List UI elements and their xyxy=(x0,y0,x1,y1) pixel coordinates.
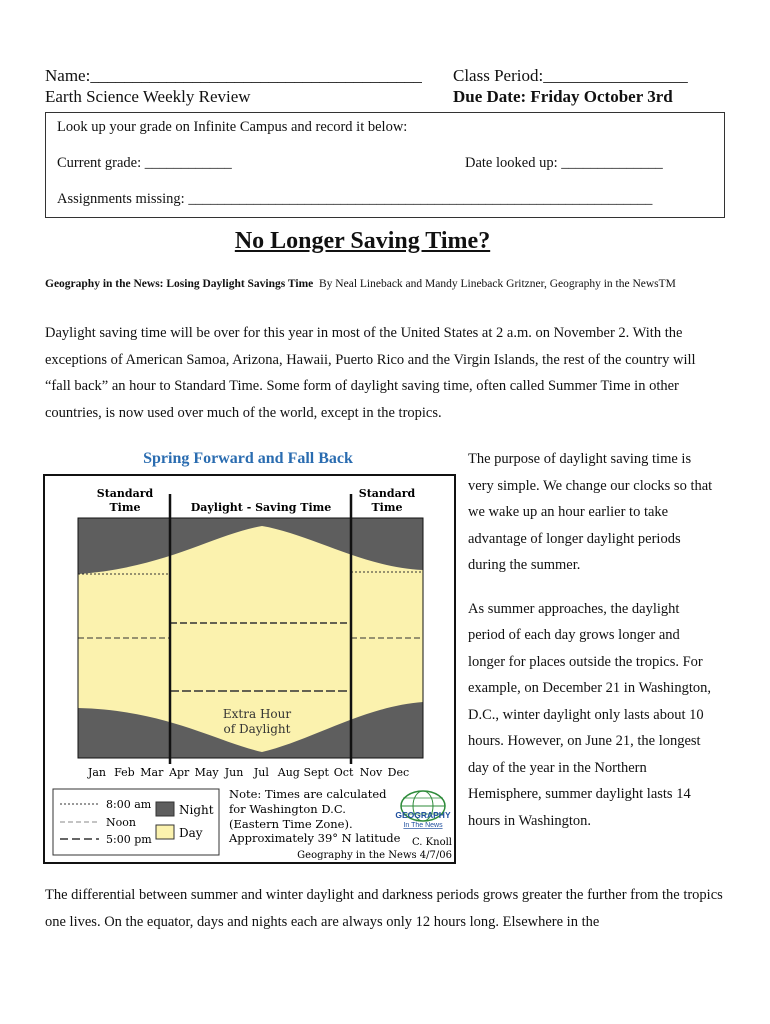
side-column xyxy=(468,446,713,851)
grade-instruction: Look up your grade on Infinite Campus and record it below: xyxy=(57,119,408,135)
month-label: Dec xyxy=(387,766,410,779)
month-label: Aug xyxy=(277,766,300,779)
article-title: No Longer Saving Time? xyxy=(234,228,491,254)
month-label: Sept xyxy=(303,766,329,779)
header-daylight-saving: Daylight - Saving Time xyxy=(190,501,332,514)
course-title: Earth Science Weekly Review xyxy=(45,87,251,106)
current-grade-field: Current grade: ____________ xyxy=(57,155,232,171)
legend-swatch-day xyxy=(156,825,174,839)
credit: C. Knoll xyxy=(412,837,452,848)
date-looked-up-field: Date looked up: ______________ xyxy=(465,155,663,171)
side-paragraph-1: The purpose of daylight saving time is very simple. We change our clocks so that we wake up an hour earlier to take advantage of longer daylight periods during the summer. xyxy=(468,451,713,573)
byline xyxy=(45,276,695,292)
extra-hour-label-2: of Daylight xyxy=(223,722,291,736)
legend-label-800: 8:00 am xyxy=(106,798,152,811)
header-standard-left-2: Time xyxy=(109,501,141,514)
daylight-figure xyxy=(45,476,454,862)
note-line-1: Note: Times are calculated xyxy=(229,787,387,801)
legend-label-night: Night xyxy=(179,803,214,817)
extra-hour-label-1: Extra Hour xyxy=(222,707,292,721)
byline-authors: By Neal Lineback and Mandy Lineback Gritzner, Geography in the NewsTM xyxy=(319,278,676,290)
month-label: May xyxy=(194,766,219,779)
due-date: Due Date: Friday October 3rd xyxy=(453,87,673,106)
figure-title: Spring Forward and Fall Back xyxy=(143,450,353,467)
header-standard-left-1: Standard xyxy=(96,487,154,500)
month-label: Mar xyxy=(140,766,164,779)
figure-frame xyxy=(43,474,456,864)
name-field-label: Name:_______________________________________ xyxy=(45,66,422,85)
class-period-label: Class Period:_________________ xyxy=(453,66,688,85)
closing-paragraph: The differential between summer and winter daylight and darkness periods grows greater the further from the tropics one lives. On the equator, days and nights each are always only 12 hours long. Elsewhere in the xyxy=(45,887,723,930)
note-line-2: for Washington D.C. xyxy=(229,802,346,816)
legend-label-day: Day xyxy=(179,826,203,840)
month-axis xyxy=(87,766,409,779)
source-line: Geography in the News 4/7/06 xyxy=(297,850,452,861)
month-label: Jun xyxy=(224,766,244,779)
header-standard-right-2: Time xyxy=(371,501,403,514)
legend-label-500: 5:00 pm xyxy=(106,833,152,846)
month-label: Apr xyxy=(169,766,190,779)
note-line-4: Approximately 39° N latitude xyxy=(229,831,401,845)
assignments-missing-field: Assignments missing: ________________________________________________________________ xyxy=(57,191,653,207)
month-label: Feb xyxy=(114,766,135,779)
logo-text-2: In The News xyxy=(403,822,443,829)
month-label: Jul xyxy=(253,766,269,779)
legend-label-noon: Noon xyxy=(106,816,136,829)
byline-source: Geography in the News: Losing Daylight Savings Time xyxy=(45,278,314,290)
month-label: Oct xyxy=(333,766,354,779)
legend-swatch-night xyxy=(156,802,174,816)
header-standard-right-1: Standard xyxy=(358,487,416,500)
intro-paragraph: Daylight saving time will be over for this year in most of the United States at 2 a.m. on November 2. With the exceptions of American Samoa, Arizona, Hawaii, Puerto Rico and the Virgin Islands, the rest of the country will “fall back” an hour to Standard Time. Some form of daylight saving time, often called Summer Time in other countries, is now used over much of the world, except in the tropics. xyxy=(45,325,696,421)
logo-text-1: GEOGRAPHY xyxy=(395,810,451,820)
grade-box xyxy=(45,112,725,218)
month-label: Jan xyxy=(87,766,107,779)
side-paragraph-2: As summer approaches, the daylight period of each day grows longer and longer for places outside the tropics. For example, on December 21 in Washington, D.C., winter daylight only lasts about 10 hours. However, on June 21, the longest day of the year in the Northern Hemisphere, summer daylight lasts 14 hours in Washington. xyxy=(468,600,711,829)
note-line-3: (Eastern Time Zone). xyxy=(229,817,353,831)
month-label: Nov xyxy=(359,766,383,779)
